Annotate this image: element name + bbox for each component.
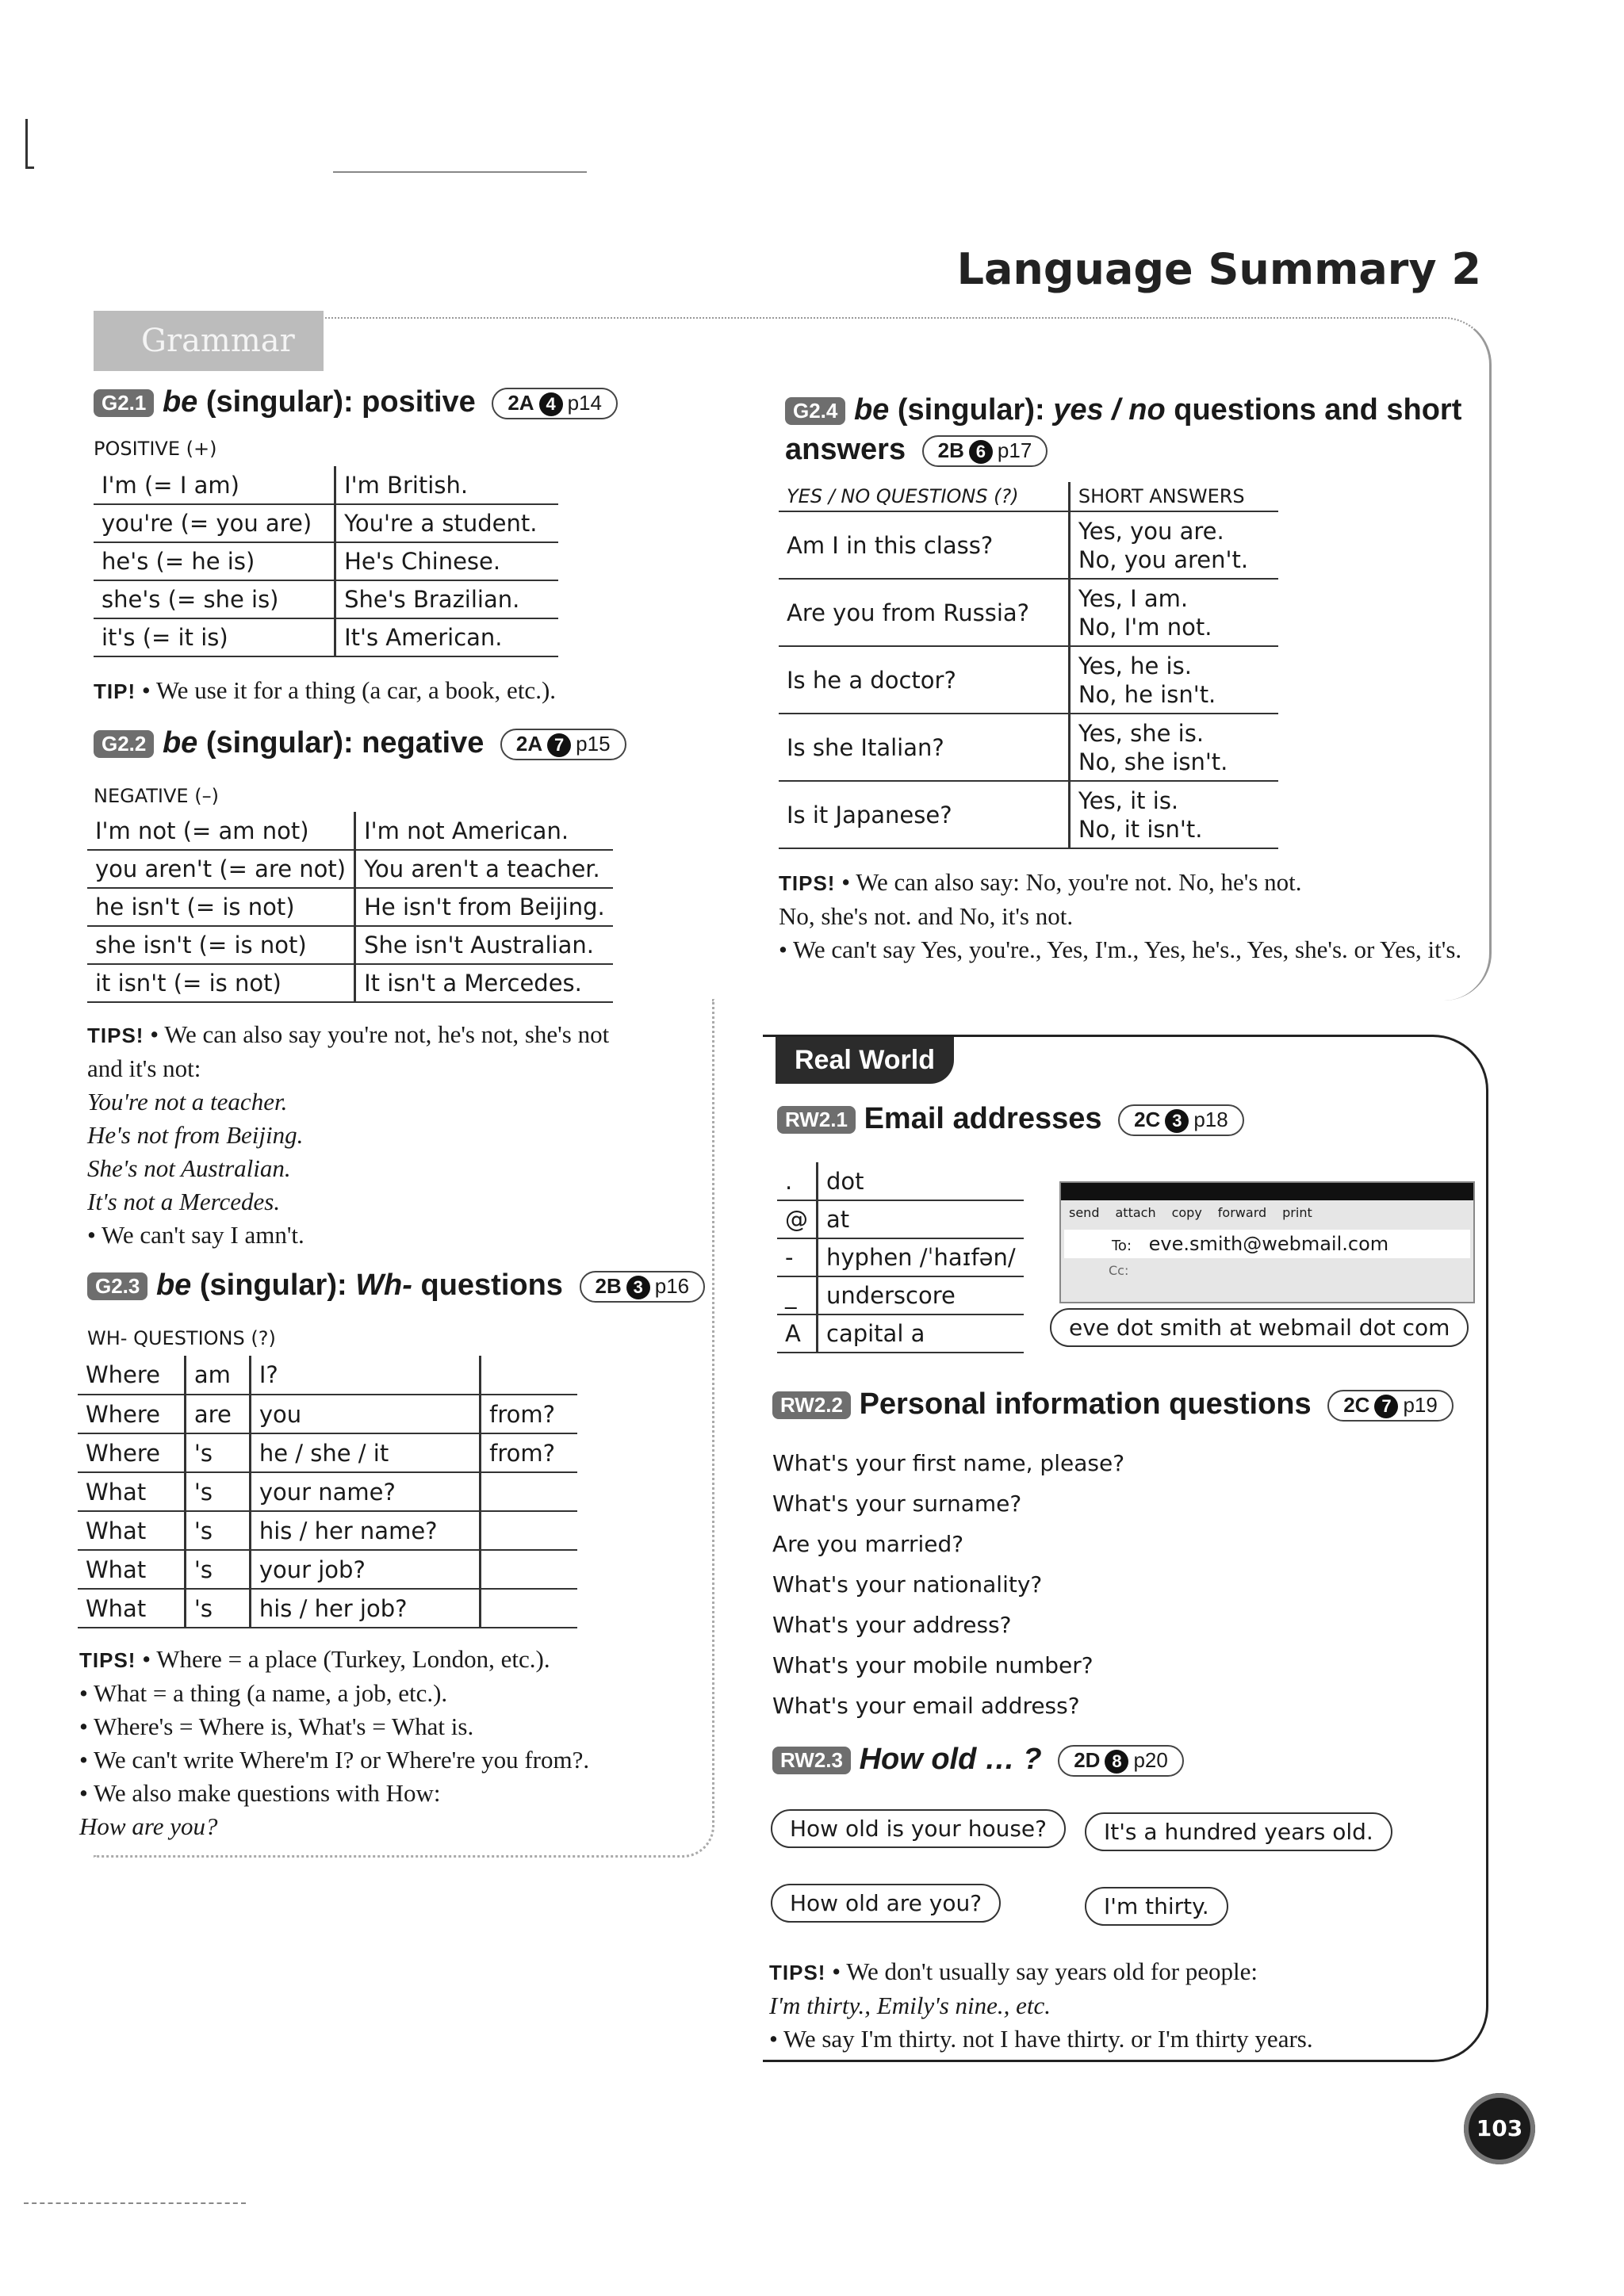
g24-tips	[779, 866, 1492, 966]
list-item: What's your first name, please?	[772, 1450, 1125, 1476]
table-row	[777, 1276, 1024, 1314]
g21-title: (singular): positive	[197, 385, 476, 419]
verb-cell: 's	[185, 1472, 250, 1511]
contraction-cell: you're (= you are)	[94, 504, 335, 542]
ref-unit: 2D	[1074, 1747, 1101, 1772]
email-to-row	[1064, 1230, 1470, 1258]
g24-title-a: (singular):	[889, 393, 1054, 427]
table-row	[78, 1433, 577, 1472]
subject-cell: I?	[250, 1356, 480, 1395]
send-button[interactable]: send	[1069, 1205, 1100, 1220]
g24-heading-line2	[785, 433, 1048, 467]
g21-tip	[94, 674, 556, 708]
g21-tag: G2.1	[94, 389, 154, 417]
ending-cell: from?	[481, 1395, 577, 1433]
symbol-cell: A	[777, 1314, 818, 1353]
table-row	[78, 1395, 577, 1433]
g22-tip-label: TIPS!	[87, 1024, 144, 1047]
word-cell: hyphen /ˈhaɪfən/	[818, 1238, 1024, 1276]
question-word-cell: Where	[78, 1356, 185, 1395]
example-cell: I'm not American.	[355, 812, 613, 850]
g23-title-mid: (singular):	[191, 1269, 356, 1302]
g22-tips	[87, 1018, 690, 1252]
question-cell: Are you from Russia?	[779, 579, 1069, 646]
email-toolbar-bar	[1061, 1183, 1473, 1200]
example-cell: She's Brazilian.	[335, 580, 558, 618]
rw21-tag: RW2.1	[777, 1106, 856, 1134]
g24-col2: SHORT ANSWERS	[1069, 482, 1278, 511]
g23-tip-line-2: • What = a thing (a name, a job, etc.).	[79, 1679, 448, 1707]
question-word-cell: What	[78, 1511, 185, 1550]
g21-tip-text: • We use it for a thing (a car, a book, etc.).	[141, 676, 557, 704]
table-row	[78, 1472, 577, 1511]
email-window	[1059, 1181, 1475, 1303]
g23-tag: G2.3	[87, 1272, 147, 1300]
example-cell: I'm British.	[335, 466, 558, 504]
symbol-cell: .	[777, 1162, 818, 1200]
rw23-tips	[769, 1955, 1475, 2056]
g22-tip-line-2: and it's not:	[87, 1054, 201, 1082]
speech-bubble-question-1: How old is your house?	[771, 1809, 1066, 1848]
question-word-cell: What	[78, 1589, 185, 1628]
ending-cell	[481, 1589, 577, 1628]
ref-page: p14	[567, 390, 602, 415]
table-row	[87, 812, 613, 850]
ending-cell	[481, 1550, 577, 1589]
contraction-cell: he's (= he is)	[94, 542, 335, 580]
g23-tip-text: • Where = a place (Turkey, London, etc.).	[142, 1645, 550, 1673]
g21-tip-label: TIP!	[94, 679, 136, 703]
table-row	[779, 646, 1278, 714]
yes-answer: Yes, he is.	[1078, 652, 1192, 679]
g21-heading	[94, 385, 618, 419]
top-left-corner-mark	[25, 119, 34, 169]
ref-unit: 2A	[508, 390, 534, 415]
rw23-tip-text: • We don't usually say years old for people:	[832, 1957, 1258, 1985]
real-world-tab: Real World	[776, 1037, 954, 1084]
rw23-heading	[772, 1743, 1184, 1777]
ref-number: 4	[539, 392, 563, 416]
table-row	[94, 466, 558, 504]
g21-table	[94, 466, 558, 657]
word-cell: at	[818, 1200, 1024, 1238]
rw23-tip-line-3: • We say I'm thirty. not I have thirty. or I'm thirty years.	[769, 2025, 1313, 2053]
g24-header-row	[779, 482, 1278, 511]
g22-table	[87, 812, 613, 1003]
g22-label: NEGATIVE (–)	[94, 785, 219, 807]
question-cell: Is it Japanese?	[779, 781, 1069, 848]
g23-tip-line-4: • We can't write Where'm I? or Where're you from?.	[79, 1746, 590, 1774]
list-item: Are you married?	[772, 1531, 964, 1557]
g24-tip-text: • We can also say: No, you're not. No, he's not.	[841, 868, 1302, 896]
print-button[interactable]: print	[1282, 1205, 1312, 1220]
rw22-question-list	[772, 1443, 1124, 1726]
ref-unit: 2A	[515, 731, 543, 756]
g24-tip-line-2: No, she's not. and No, it's not.	[779, 902, 1074, 930]
subject-cell: your job?	[250, 1550, 480, 1589]
rw22-heading	[772, 1387, 1454, 1422]
g23-tip-label: TIPS!	[79, 1648, 136, 1672]
symbol-cell: -	[777, 1238, 818, 1276]
verb-cell: are	[185, 1395, 250, 1433]
g24-table	[779, 482, 1278, 849]
g23-tip-line-6: How are you?	[79, 1812, 218, 1840]
spoken-email-bubble: eve dot smith at webmail dot com	[1050, 1308, 1469, 1347]
rw23-tip-line-1	[769, 1955, 1475, 1989]
g23-tip-line-1	[79, 1643, 706, 1677]
table-row	[87, 888, 613, 926]
example-cell: He's Chinese.	[335, 542, 558, 580]
yes-answer: Yes, you are.	[1078, 517, 1224, 545]
subject-cell: his / her job?	[250, 1589, 480, 1628]
table-row	[78, 1511, 577, 1550]
no-answer: No, it isn't.	[1078, 815, 1203, 843]
g23-table	[78, 1356, 577, 1628]
question-cell: Is he a doctor?	[779, 646, 1069, 714]
subject-cell: he / she / it	[250, 1433, 480, 1472]
cc-label: Cc:	[1109, 1263, 1129, 1278]
table-row	[87, 964, 613, 1002]
rw22-ref	[1327, 1390, 1454, 1422]
g22-tip-line-7: • We can't say I amn't.	[87, 1221, 304, 1249]
ref-number: 3	[626, 1276, 650, 1299]
ref-number: 7	[547, 733, 571, 757]
rw23-tag: RW2.3	[772, 1747, 851, 1774]
bottom-rule	[24, 2202, 246, 2204]
page-number-badge: 103	[1464, 2093, 1535, 2164]
example-cell: You're a student.	[335, 504, 558, 542]
table-row	[779, 579, 1278, 646]
subject-cell: your name?	[250, 1472, 480, 1511]
table-row	[87, 850, 613, 888]
contraction-cell: it isn't (= is not)	[87, 964, 355, 1002]
speech-bubble-answer-1: It's a hundred years old.	[1085, 1812, 1392, 1851]
table-row	[94, 504, 558, 542]
no-answer: No, I'm not.	[1078, 613, 1212, 641]
no-answer: No, she isn't.	[1078, 748, 1228, 775]
email-toolbar	[1061, 1200, 1473, 1225]
verb-cell: 's	[185, 1511, 250, 1550]
table-row	[779, 511, 1278, 579]
rw21-heading	[777, 1102, 1244, 1136]
ref-number: 6	[969, 440, 993, 464]
g23-ref	[580, 1271, 706, 1303]
question-word-cell: What	[78, 1550, 185, 1589]
list-item: What's your mobile number?	[772, 1652, 1094, 1678]
g21-ref	[492, 388, 618, 419]
example-cell: It's American.	[335, 618, 558, 656]
answer-cell	[1069, 579, 1278, 646]
example-cell: It isn't a Mercedes.	[355, 964, 613, 1002]
ref-unit: 2B	[595, 1273, 622, 1298]
word-cell: dot	[818, 1162, 1024, 1200]
answer-cell	[1069, 781, 1278, 848]
g22-keyword: be	[162, 726, 198, 760]
yes-answer: Yes, she is.	[1078, 719, 1205, 747]
g23-tips	[79, 1643, 706, 1843]
contraction-cell: he isn't (= is not)	[87, 888, 355, 926]
ref-page: p17	[997, 438, 1032, 462]
g23-title-end: questions	[412, 1269, 563, 1302]
speech-bubble-question-2: How old are you?	[771, 1884, 1001, 1923]
grammar-section-tab: Grammar	[94, 311, 324, 371]
g22-ref	[500, 729, 626, 760]
g24-tip-line-1	[779, 866, 1492, 900]
verb-cell: am	[185, 1356, 250, 1395]
table-row	[78, 1589, 577, 1628]
answer-cell	[1069, 714, 1278, 781]
g23-tip-line-5: • We also make questions with How:	[79, 1779, 441, 1807]
table-row	[94, 580, 558, 618]
copy-button[interactable]: copy	[1171, 1205, 1202, 1220]
question-cell: Am I in this class?	[779, 511, 1069, 579]
example-cell: She isn't Australian.	[355, 926, 613, 964]
rw22-tag: RW2.2	[772, 1391, 851, 1419]
table-row	[78, 1550, 577, 1589]
g24-keyword-2: yes / no	[1053, 393, 1166, 427]
verb-cell: 's	[185, 1433, 250, 1472]
g22-tip-line-5: She's not Australian.	[87, 1154, 291, 1182]
ref-page: p16	[654, 1273, 690, 1298]
list-item: What's your email address?	[772, 1693, 1080, 1719]
table-row	[87, 926, 613, 964]
ref-number: 8	[1105, 1750, 1128, 1774]
rw23-ref	[1058, 1745, 1184, 1777]
verb-cell: 's	[185, 1550, 250, 1589]
g24-title-line2: answers	[785, 433, 906, 466]
g24-tip-label: TIPS!	[779, 871, 836, 895]
yes-answer: Yes, I am.	[1078, 584, 1189, 612]
g24-tip-line-3: • We can't say Yes, you're., Yes, I'm., Yes, he's., Yes, she's. or Yes, it's.	[779, 936, 1462, 963]
g21-label: POSITIVE (+)	[94, 438, 217, 460]
g22-tip-text: • We can also say you're not, he's not, she's not	[150, 1020, 610, 1048]
ref-number: 7	[1374, 1395, 1398, 1418]
contraction-cell: she's (= she is)	[94, 580, 335, 618]
table-row	[777, 1238, 1024, 1276]
g23-label: WH- QUESTIONS (?)	[87, 1327, 276, 1349]
question-word-cell: Where	[78, 1395, 185, 1433]
table-row	[78, 1356, 577, 1395]
g22-tip-line-3: You're not a teacher.	[87, 1088, 288, 1115]
contraction-cell: it's (= it is)	[94, 618, 335, 656]
table-row	[779, 714, 1278, 781]
ref-page: p15	[576, 731, 611, 756]
g23-heading	[87, 1269, 705, 1303]
ending-cell	[481, 1472, 577, 1511]
rw21-ref	[1118, 1104, 1244, 1136]
example-cell: You aren't a teacher.	[355, 850, 613, 888]
list-item: What's your nationality?	[772, 1571, 1043, 1598]
speech-bubble-answer-2: I'm thirty.	[1085, 1887, 1228, 1926]
table-row	[94, 542, 558, 580]
list-item: What's your address?	[772, 1612, 1012, 1638]
g24-tag: G2.4	[785, 397, 845, 425]
rw23-tip-line-2: I'm thirty., Emily's nine., etc.	[769, 1992, 1051, 2019]
verb-cell: 's	[185, 1589, 250, 1628]
rw23-tip-label: TIPS!	[769, 1961, 826, 1984]
top-rule	[333, 171, 587, 173]
ref-page: p18	[1193, 1107, 1228, 1131]
g22-title: (singular): negative	[197, 726, 485, 760]
attach-button[interactable]: attach	[1115, 1205, 1156, 1220]
to-label: To:	[1112, 1238, 1132, 1254]
ref-unit: 2C	[1134, 1107, 1161, 1131]
g24-ref	[922, 435, 1048, 467]
rw23-title: How old … ?	[859, 1743, 1042, 1776]
question-word-cell: Where	[78, 1433, 185, 1472]
g24-title-b: questions and short	[1165, 393, 1462, 427]
g22-tip-line-4: He's not from Beijing.	[87, 1121, 304, 1149]
ending-cell	[481, 1511, 577, 1550]
no-answer: No, he isn't.	[1078, 680, 1216, 708]
forward-button[interactable]: forward	[1217, 1205, 1267, 1220]
symbol-cell: _	[777, 1276, 818, 1314]
word-cell: capital a	[818, 1314, 1024, 1353]
subject-cell: you	[250, 1395, 480, 1433]
g23-keyword: be	[155, 1269, 192, 1302]
rw21-title: Email addresses	[864, 1102, 1102, 1135]
question-word-cell: What	[78, 1472, 185, 1511]
no-answer: No, you aren't.	[1078, 545, 1249, 573]
subject-cell: his / her name?	[250, 1511, 480, 1550]
ref-unit: 2B	[937, 438, 964, 462]
ref-unit: 2C	[1343, 1392, 1370, 1417]
question-cell: Is she Italian?	[779, 714, 1069, 781]
contraction-cell: I'm not (= am not)	[87, 812, 355, 850]
ending-cell: from?	[481, 1433, 577, 1472]
g24-col1: YES / NO QUESTIONS (?)	[779, 482, 1069, 511]
symbol-cell: @	[777, 1200, 818, 1238]
ending-cell	[481, 1356, 577, 1395]
contraction-cell: she isn't (= is not)	[87, 926, 355, 964]
list-item: What's your surname?	[772, 1490, 1022, 1517]
ref-page: p20	[1133, 1747, 1168, 1772]
g23-keyword-2: Wh-	[355, 1269, 412, 1302]
ref-number: 3	[1165, 1109, 1189, 1133]
contraction-cell: you aren't (= are not)	[87, 850, 355, 888]
answer-cell	[1069, 646, 1278, 714]
table-row	[777, 1200, 1024, 1238]
g21-keyword: be	[162, 385, 198, 419]
g23-tip-line-3: • Where's = Where is, What's = What is.	[79, 1712, 474, 1740]
word-cell: underscore	[818, 1276, 1024, 1314]
g24-heading	[785, 393, 1461, 427]
to-field[interactable]: eve.smith@webmail.com	[1148, 1233, 1389, 1255]
g22-tip-line-1	[87, 1018, 690, 1052]
table-row	[777, 1162, 1024, 1200]
example-cell: He isn't from Beijing.	[355, 888, 613, 926]
g22-tag: G2.2	[94, 730, 154, 758]
g22-heading	[94, 726, 626, 760]
ref-page: p19	[1403, 1392, 1438, 1417]
table-row	[94, 618, 558, 656]
g24-keyword: be	[853, 393, 890, 427]
yes-answer: Yes, it is.	[1078, 786, 1179, 814]
answer-cell	[1069, 511, 1278, 579]
rw21-table	[777, 1162, 1024, 1353]
table-row	[777, 1314, 1024, 1353]
g22-tip-line-6: It's not a Mercedes.	[87, 1188, 281, 1215]
contraction-cell: I'm (= I am)	[94, 466, 335, 504]
table-row	[779, 781, 1278, 848]
page-title: Language Summary 2	[956, 244, 1481, 294]
rw22-title: Personal information questions	[859, 1387, 1312, 1421]
